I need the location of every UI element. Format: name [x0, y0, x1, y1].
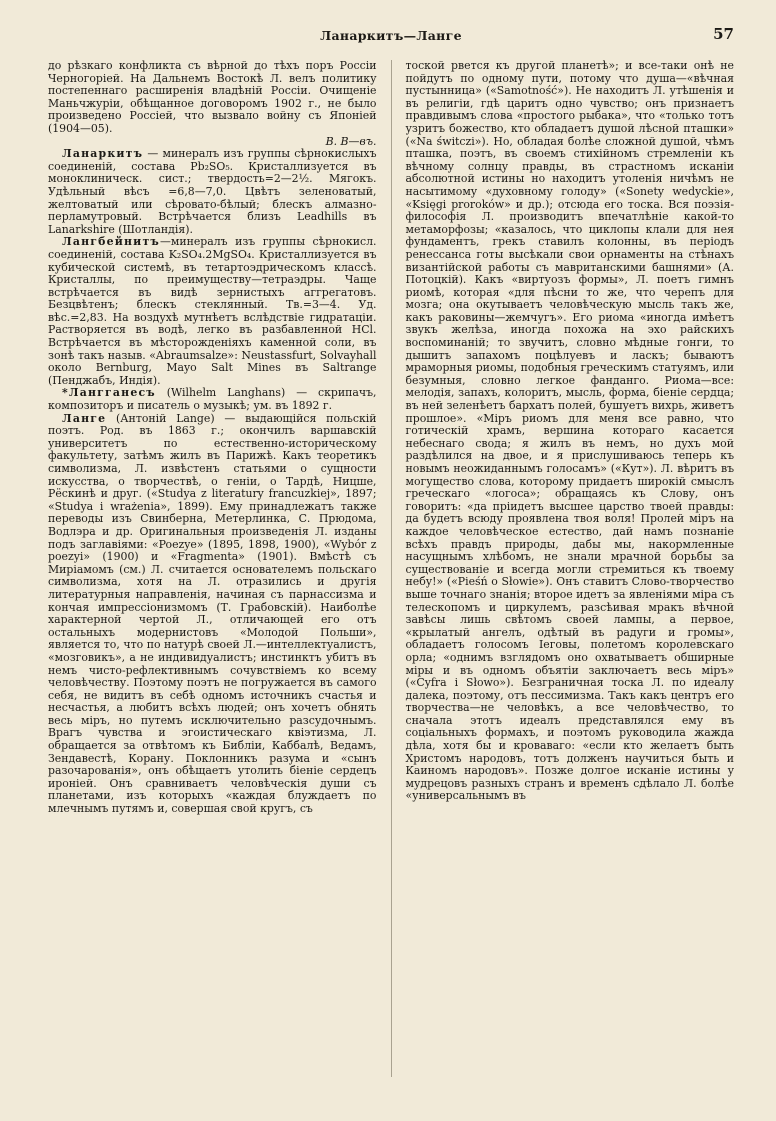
entry-langhans	[48, 387, 377, 412]
lange-continuation	[406, 60, 735, 803]
right-column-text: тоской рвется къ другой планетѣ»; и все-таки онѣ не пойдутъ по одному пути, потому что душа—«вѣчная пустынница» («Samotność»). Не находитъ Л. утѣшенія и въ религіи, гдѣ царитъ одно чувство; онъ признаетъ правдивымъ слова «простого рыбака», что «только тотъ узритъ божество, кто обладаетъ душой лѣсной пташки» («Na świtczi»). Но, обладая болѣе сложной душой, чѣмъ пташка, поэтъ, въ своемъ стихійномъ стремленіи къ вѣчному солнцу правды, въ страстномъ исканіи абсолютной истины но находитъ утоленія ничѣмъ не насытимому «духовному голоду» («Sonety wedyckie», «Księgi proroków» и др.); отсюда его тоска. Вся поэзія-философія Л. производитъ впечатлѣніе какой-то метаморфозы; «казалось, что циклопы клали для нея фундаментъ, грекъ ставилъ колонны, въ періодъ ренессанса готы высѣкали свои орнаменты на стѣнахъ византійской работы съ мавританскими башнями» (А. Потоцкій). Какъ «виртуозъ формы», Л. поетъ гимнъ риомѣ, которая «для пѣсни то же, что черепъ для мозга; она окутываетъ человѣческую мысль такъ же, какъ раковины—жемчугъ». Его риома «иногда имѣетъ звукъ желѣза, иногда похожа на эхо райскихъ воспоминаній; то звучитъ, словно мѣдные гонги, то дышитъ запахомъ поцѣлуевъ и ласкъ; бываютъ мраморныя риомы, подобныя греческимъ статуямъ, или безумныя, словно легкое фанданго. Риома—все: мелодія, запахъ, колоритъ, мысль, форма, біеніе сердца; въ ней зеленѣетъ бархатъ полей, бушуетъ вихрь, живетъ прошлое». «Міръ риомъ для меня все равно, что готическій храмъ, вершина котораго касается небеснаго свода; я жилъ въ немъ, но духъ мой раздѣлился на двое, и я прислушиваюсь теперь къ новымъ неожиданнымъ голосамъ» («Кут»). Л. вѣритъ въ могущество слова, которому придаетъ широкій смыслъ греческаго «логоса»; обращаясь къ Слову, онъ говоритъ: «да пріидетъ высшее царство твоей правды: да будетъ всюду проявлена твоя воля! Пролей міръ на каждое человѣческое естество, дай намъ познаніе всѣхъ правдъ природы, дабы мы, накормленные насущнымъ хлѣбомъ, не знали мрачной борьбы за существованіе и всегда могли стремиться къ твоему небу!» («Pieśń o Słowie»). Онъ ставитъ Слово-творчество выше точнаго знанія; второе идетъ за явленіями міра съ телескопомъ и циркулемъ, разсѣивая мракъ вѣчной завѣсы лишь свѣтомъ своей лампы, а первое, «крылатый ангелъ, одѣтый въ радуги и громы», обладаетъ голосомъ Іеговы, полетомъ королевскаго орла; «однимъ взглядомъ оно охватываетъ обширные міры и въ одномъ объятіи заключаетъ весь міръ» («Cyfra i Słowo»). Безграничная тоска Л. по идеалу далека, поэтому, отъ пессимизма. Такъ какъ центръ его творчества—не человѣкъ, а все человѣчество, то сначала этотъ идеалъ представлялся ему въ соціальныхъ формахъ, и поэтомъ руководила жажда дѣла, хотя бы и кроваваго: «если кто желаетъ быть Христомъ народовъ, тотъ долженъ научиться быть и Каиномъ народовъ». Позже долгое исканіе истины у мудрецовъ разныхъ странъ и временъ сдѣлало Л. болѣе «универсальнымъ въ	[405, 60, 734, 803]
page-header	[48, 25, 734, 48]
author-signature: В. В—въ.	[325, 134, 377, 148]
entry-text-langhans: (Wilhelm Langhans) — скрипачъ, композиторъ и писатель о музыкѣ; ум. въ 1892 г.	[48, 386, 377, 413]
entry-langbeinit	[48, 236, 377, 387]
entry-lanarkit	[48, 148, 377, 236]
entry-text-langbeinit: —минералъ изъ группы сѣрнокисл. соединеній, состава K₂SO₄.2MgSO₄. Кристаллизуется въ кубической системѣ, въ тетартоэдрическомъ классѣ. Кристаллы, по преимуществу—тетраэдры. Чаще встрѣчается въ видѣ зернистыхъ аггрегатовъ. Безцвѣтенъ; блескъ стеклянный. Тв.=3—4. Уд. вѣс.=2,83. На воздухѣ мутнѣетъ вслѣдствіе гидратаціи. Растворяется въ водѣ, легко въ разбавленной HCl. Встрѣчается въ мѣсторожденіяхъ каменной соли, въ зонѣ такъ назыв. «Abraumsalze»: Neustassfurt, Solvayhall около Bernburg, Mayo Salt Mines въ Saltrange (Пенджабъ, Индія).	[48, 235, 377, 387]
intro-paragraph	[48, 60, 377, 136]
column-divider	[391, 60, 392, 1077]
entry-lange	[48, 413, 377, 816]
entry-text-lanarkit: — минералъ изъ группы сѣрнокислыхъ соединеній, состава Pb₂SO₅. Кристаллизуется въ моноклиническ. сист.; твердость=2—2½. Мягокъ. Удѣльный вѣсъ =6,8—7,0. Цвѣтъ зеленоватый, желтоватый или сѣровато-бѣлый; блескъ алмазно-перламутровый. Встрѣчается близъ Leadhills въ Lanarkshire (Шотландія).	[48, 147, 377, 236]
entry-title-lange: Ланге	[62, 411, 107, 425]
page-number: 57	[713, 25, 734, 43]
entry-title-lanarkit: Ланаркитъ	[62, 147, 144, 161]
entry-title-langbeinit: Лангбейнитъ	[62, 235, 160, 249]
left-column	[48, 60, 381, 1077]
text-columns	[48, 60, 734, 1077]
entry-text-lange: (Антоній Lange) — выдающійся польскій поэтъ. Род. въ 1863 г.; окончилъ варшавскій университетъ по естественно-историческому факультету, затѣмъ жилъ въ Парижѣ. Какъ теоретикъ символизма, Л. извѣстенъ статьями о сущности искусства, о творчествѣ, о геніи, о Тардѣ, Ницше, Рёскинѣ и друг. («Studya z literatury francuzkiej», 1897; «Studya i wrażenia», 1899). Ему принадлежатъ также переводы изъ Свинберна, Метерлинка, С. Прюдома, Водлэра и др. Оригинальныя произведенія Л. изданы подъ заглавіями: «Poezye» (1895, 1898, 1900), «Wybór z poezyi» (1900) и «Fragmenta» (1901). Вмѣстѣ съ Миріамомъ (см.) Л. считается основателемъ польскаго символизма, хотя на Л. отразились и другія литературныя направленія, начиная съ парнассизма и кончая импрессіонизмомъ (Т. Грабовскій). Наиболѣе характерной чертой Л., отличающей его отъ остальныхъ модернистовъ «Молодой Польши», является то, что по натурѣ своей Л.—интеллектуалистъ, «мозговикъ», а не индивидуалистъ; инстинктъ убитъ въ немъ чисто-рефлективнымъ сочувствіемъ ко всему человѣчеству. Поэтому поэтъ не погружается въ самого себя, не видитъ въ себѣ одномъ источникъ счастья и несчастья, а любитъ всѣхъ людей; онъ хочетъ обнять весь міръ, но путемъ исключительно разсудочнымъ. Врагъ чувства и эгоистическаго квіэтизма, Л. обращается за отвѣтомъ къ Библіи, Каббалѣ, Ведамъ, Зендавестѣ, Корану. Поклонникъ разума и «сынъ разочарованія», онъ обѣщаетъ утолить біеніе сердецъ ироніей. Онъ сравниваетъ человѣческія души съ планетами, изъ которыхъ «каждая блуждаетъ по млечнымъ путямъ и, совершая свой кругъ, съ	[48, 411, 377, 816]
running-title: Ланаркитъ—Ланге	[320, 28, 462, 43]
intro-text: до рѣзкаго конфликта съ вѣрной до тѣхъ поръ Россіи Черногоріей. На Дальнемъ Востокѣ Л. велъ политику постепеннаго расширенія владѣній Россіи. Очищеніе Маньчжуріи, обѣщанное договоромъ 1902 г., не было произведено Россіей, что вызвало войну съ Японіей (1904—05).	[48, 60, 377, 135]
entry-title-langhans: *Лангганесъ	[62, 386, 156, 400]
right-column	[402, 60, 735, 1077]
